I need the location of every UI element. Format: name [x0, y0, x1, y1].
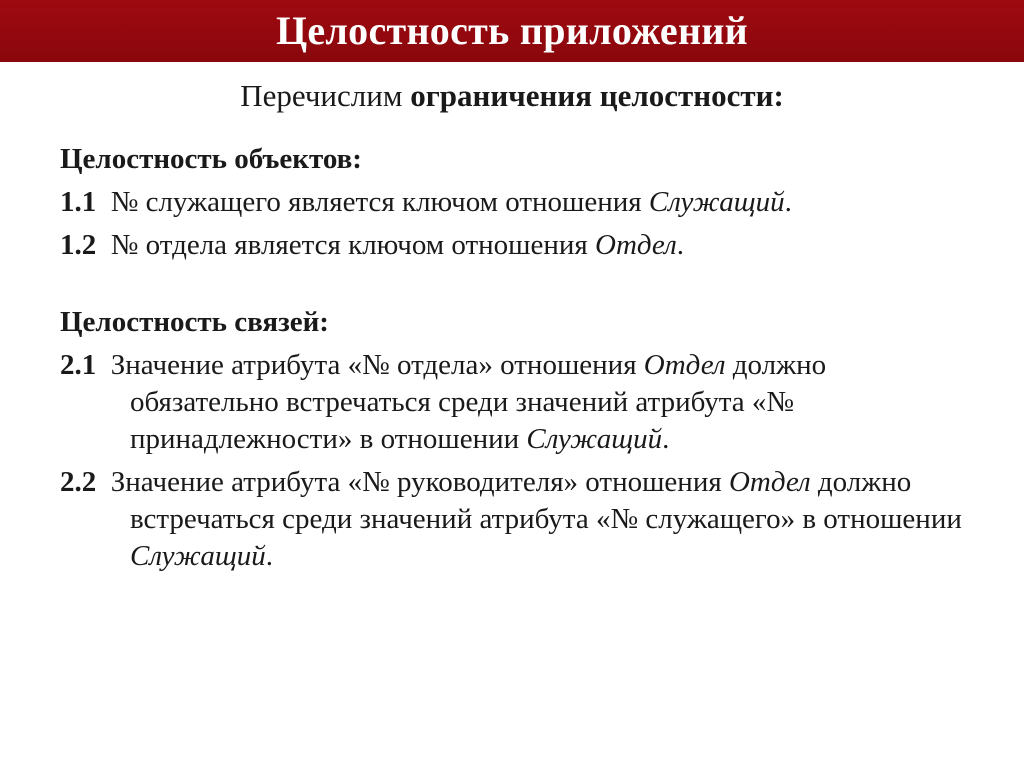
relation-name: Отдел [595, 229, 677, 261]
relation-name: Отдел [728, 466, 811, 498]
item-end: . [784, 186, 792, 218]
item-end: . [662, 423, 670, 455]
objects-item-2 [60, 227, 1000, 264]
subtitle-plain: Перечислим [240, 78, 411, 113]
item-number: 1.2 [60, 229, 97, 261]
item-number: 2.1 [60, 349, 97, 381]
item-end: . [676, 229, 684, 261]
links-item-2 [60, 464, 1024, 575]
objects-item-1 [60, 184, 1000, 221]
objects-heading: Целостность объектов: [60, 143, 362, 175]
item-text: № отдела является ключом отношения [110, 229, 596, 261]
item-number: 2.2 [60, 466, 97, 498]
item-text: Значение атрибута «№ руководителя» отношения [110, 466, 729, 498]
item-text: № служащего является ключом отношения [110, 186, 649, 218]
relation-name: Служащий [130, 540, 266, 572]
item-number: 1.1 [60, 186, 97, 218]
relation-name: Служащий [526, 423, 663, 455]
subtitle-bold: ограничения целостности: [410, 78, 784, 113]
relation-name: Отдел [643, 349, 726, 381]
item-text-cont: должно встречаться среди значений атрибута «№ служащего» в отношении [130, 466, 962, 535]
item-text-cont: должно обязательно встречаться среди значений атрибута «№ принадлежности» в отношении [130, 349, 827, 455]
links-heading: Целостность связей: [60, 306, 329, 338]
item-end: . [265, 540, 273, 572]
item-text: Значение атрибута «№ отдела» отношения [110, 349, 644, 381]
links-item-1 [60, 347, 930, 458]
slide-title: Целостность приложений [275, 8, 749, 53]
slide-content [60, 141, 1000, 575]
slide-subtitle [0, 72, 1024, 120]
relation-name: Служащий [648, 186, 785, 218]
